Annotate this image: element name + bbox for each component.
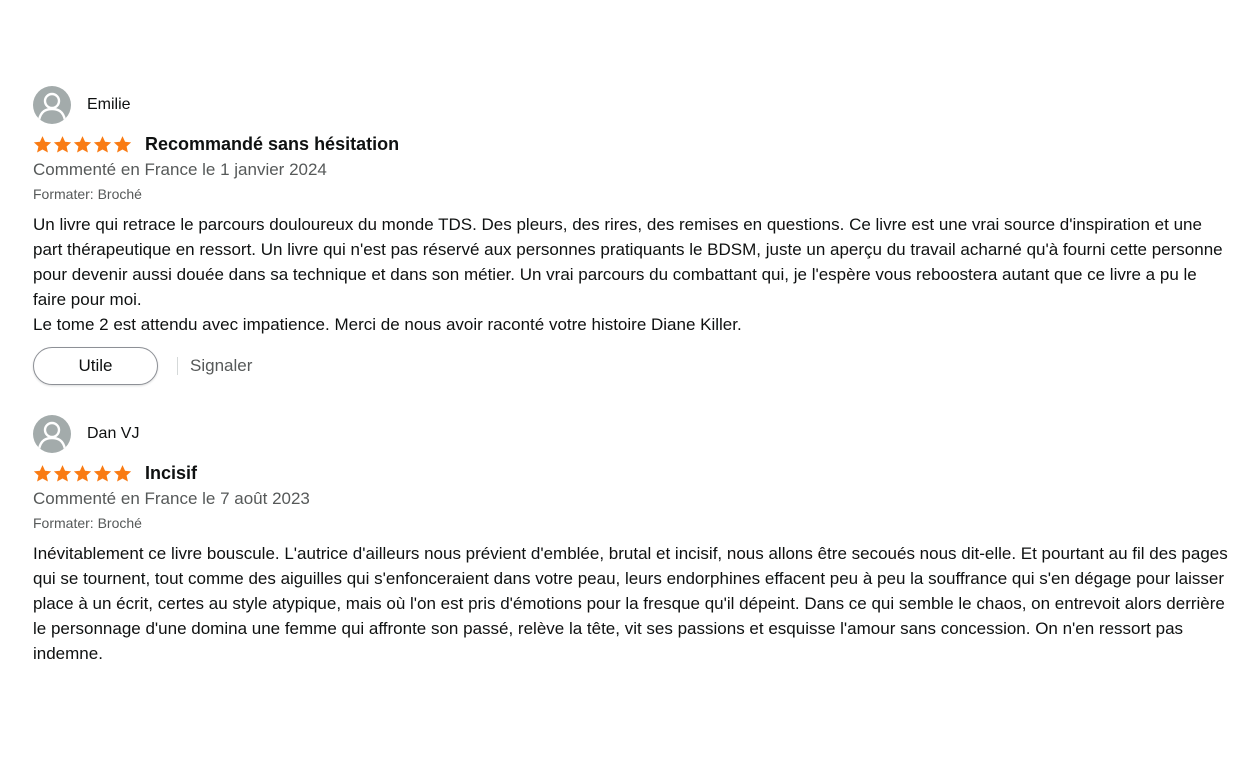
- review-date: Commenté en France le 1 janvier 2024: [33, 160, 327, 179]
- review-format: Formater: Broché: [33, 186, 142, 202]
- review-title[interactable]: Incisif: [145, 462, 198, 483]
- review-paragraph: Inévitablement ce livre bouscule. L'autrice d'ailleurs nous prévient d'emblée, brutal et incisif, nous allons être secoués nous dit-elle. Et pourtant au fil des pages qui se tournent, tout comme des aiguilles qui s'enfonceraient dans votre peau, leurs endorphines effacent peu à peu la souffrance qui s'en dégage pour laisser place à un écrit, certes au style atypique, mais où l'on est pris d'émotions pour la fresque qu'il dépeint. Dans ce qui semble le chaos, on entrevoit alors derrière le personnage d'une domina une femme qui affronte son passé, relève la tête, vit ses passions et esquisse l'amour sans concession. On n'en ressort pas indemne.: [33, 544, 1228, 663]
- review-paragraph: Le tome 2 est attendu avec impatience. Merci de nous avoir raconté votre histoire Diane Killer.: [33, 315, 742, 334]
- report-link[interactable]: Signaler: [190, 356, 253, 375]
- reviewer-profile[interactable]: [33, 415, 1228, 453]
- action-divider: [177, 357, 178, 375]
- review-date: Commenté en France le 7 août 2023: [33, 489, 310, 508]
- review-title[interactable]: Recommandé sans hésitation: [145, 133, 400, 154]
- star-icon: [113, 464, 132, 483]
- review-paragraph: Un livre qui retrace le parcours douloureux du monde TDS. Des pleurs, des rires, des remises en questions. Ce livre est une vrai source d'inspiration et une part thérapeutique en ressort. Un livre qui n'est pas réservé aux personnes pratiquants le BDSM, juste un aperçu du travail acharné qu'à fourni cette personne pour devenir aussi douée dans sa technique et dans son métier. Un vrai parcours du combattant qui, je l'espère vous reboostera autant que ce livre a pu le faire pour moi.: [33, 215, 1223, 309]
- star-icon: [93, 135, 112, 154]
- star-icon: [73, 135, 92, 154]
- person-silhouette-icon: [33, 86, 71, 124]
- star-icon: [33, 135, 52, 154]
- review-actions: [33, 346, 1228, 386]
- star-icon: [113, 135, 132, 154]
- reviewer-profile[interactable]: [33, 86, 1228, 124]
- star-icon: [53, 464, 72, 483]
- star-rating[interactable]: [33, 135, 133, 154]
- star-icon: [93, 464, 112, 483]
- star-icon: [73, 464, 92, 483]
- review-body: [33, 212, 1228, 337]
- review-title-row: [33, 461, 1228, 485]
- review-card: [33, 415, 1228, 666]
- review-format: Formater: Broché: [33, 515, 142, 531]
- avatar[interactable]: [33, 415, 71, 453]
- review-title-row: [33, 132, 1228, 156]
- helpful-button[interactable]: Utile: [33, 347, 158, 385]
- star-icon: [33, 464, 52, 483]
- person-silhouette-icon: [33, 415, 71, 453]
- reviewer-name[interactable]: Dan VJ: [87, 425, 140, 442]
- reviewer-name[interactable]: Emilie: [87, 96, 131, 113]
- review-card: [33, 86, 1228, 386]
- star-rating[interactable]: [33, 464, 133, 483]
- avatar[interactable]: [33, 86, 71, 124]
- star-icon: [53, 135, 72, 154]
- review-body: [33, 541, 1228, 666]
